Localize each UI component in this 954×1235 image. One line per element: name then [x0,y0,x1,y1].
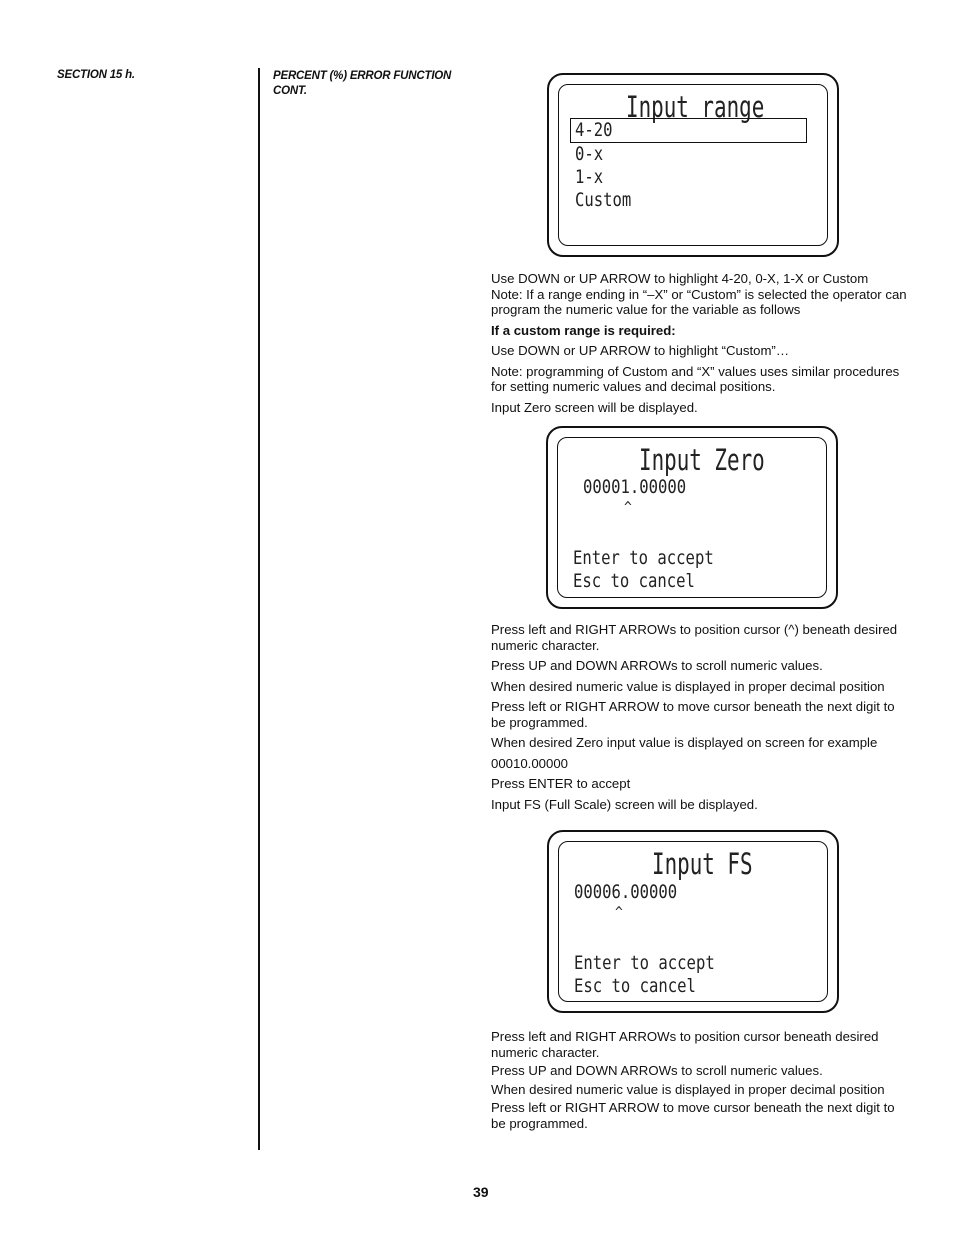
paragraph: Press ENTER to accept [491,776,631,791]
paragraph: Press left or RIGHT ARROW to move cursor beneath the next digit to be programmed. [491,699,895,730]
paragraph: Press UP and DOWN ARROWs to scroll numeric values. [491,658,823,673]
paragraph: Press left or RIGHT ARROW to move cursor beneath the next digit to be programmed. [491,1100,895,1131]
page-number: 39 [473,1184,489,1200]
section-label: SECTION 15 h. [57,69,135,81]
instructions-block-1 [491,271,911,420]
paragraph: When desired numeric value is displayed in proper decimal position [491,1081,885,1097]
example-value: 00010.00000 [491,755,569,771]
lcd-input-range [547,73,839,257]
paragraph: Press UP and DOWN ARROWs to scroll numeric values. [491,1063,823,1078]
esc-cancel-text: Esc to cancel [574,975,696,997]
column-divider [258,68,260,1150]
option-custom: Custom [575,189,632,211]
paragraph: Press left and RIGHT ARROWs to position cursor beneath desired numeric character. [491,1029,879,1060]
instructions-block-3 [491,1029,911,1136]
option-4-20: 4-20 [575,119,613,141]
esc-cancel-text: Esc to cancel [573,570,695,592]
instructions-block-2 [491,622,911,817]
section-title-line1: PERCENT (%) ERROR FUNCTION [273,70,452,82]
paragraph: When desired numeric value is displayed in proper decimal position [491,678,885,694]
enter-accept-text: Enter to accept [573,547,714,569]
cursor-caret: ^ [615,905,623,920]
lcd-input-fs [547,830,839,1013]
lcd-input-zero [546,426,838,609]
paragraph: Note: programming of Custom and “X” values uses similar procedures for setting numeric values and decimal positions. [491,363,900,394]
paragraph: Use DOWN or UP ARROW to highlight 4-20, 0-X, 1-X or Custom [491,271,869,286]
option-0-x: 0-x [575,143,604,165]
lcd-title: Input FS [652,847,753,881]
option-1-x: 1-x [575,166,604,188]
paragraph: When desired Zero input value is displayed on screen for example [491,735,878,750]
zero-value: 00001.00000 [583,476,687,498]
paragraph: Use DOWN or UP ARROW to highlight “Custom”… [491,343,790,358]
lcd-input-range-inner [558,84,828,246]
paragraph: Input FS (Full Scale) screen will be displayed. [491,796,758,812]
lcd-input-fs-inner [558,841,828,1002]
section-title-line2: CONT. [273,85,307,97]
lcd-input-zero-inner [557,437,827,598]
paragraph: Input Zero screen will be displayed. [491,399,698,415]
paragraph: Note: If a range ending in “–X” or “Custom” is selected the operator can program the numeric value for the variable as follows [491,286,907,317]
section-title [273,69,473,99]
paragraph-heading: If a custom range is required: [491,322,676,338]
fs-value: 00006.00000 [574,881,678,903]
lcd-title: Input Zero [639,443,765,477]
cursor-caret: ^ [624,500,632,515]
lcd-title: Input range [626,90,765,124]
enter-accept-text: Enter to accept [574,952,715,974]
paragraph: Press left and RIGHT ARROWs to position cursor (^) beneath desired numeric character. [491,622,898,653]
